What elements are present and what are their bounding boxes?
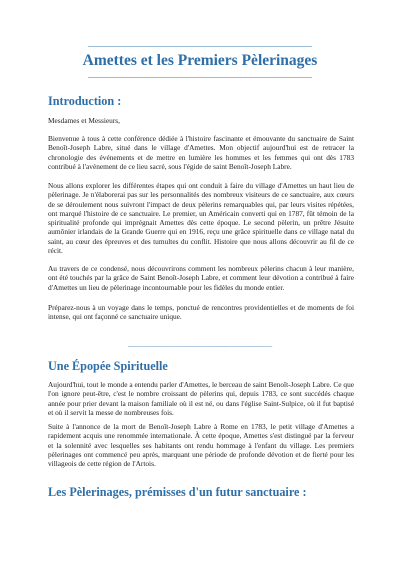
- intro-paragraph-3: Nous allons explorer les différentes étapes qui ont conduit à faire du village d'Amettes un haut lieu de pèlerinage. Je n'élaborerai pas sur les personnalités des nombreux visiteurs de ce sanctuaire, aux cœurs de se déroulement nous suivront l'impact de deux pèlerins remarquables qui, par leurs visites répétées, ont marqué l'histoire de ce sanctuaire. Le premier, un Américain converti qui en 1787, fût témoin de la spiritualité profonde qui imprégnait Amettes dès cette époque. Le second pèlerin, un prêtre Jésuite aumônier irlandais de la Grande Guerre qui en 1916, reçu une grâce spirituelle dans ce village natal du saint, au cœur des épreuves et des tumultes du conflit. Histoire que nous allons découvrir au fil de ce récit.: [48, 181, 354, 256]
- epopee-paragraph-2: Suite à l'annonce de la mort de Benoît-Joseph Labre à Rome en 1783, le petit village d'Amettes a rapidement acquis une renommée internationale. À cette époque, Amettes s'est distingué par la ferveur et la solennité avec lesquelles ses habitants ont rendu hommage à l'enfant du village. Les premiers pèlerinages ont commencé peu après, marquant une période de profonde dévotion et de fierté pour les villageois de cette région de l'Artois.: [48, 422, 354, 469]
- section-heading-pelerinages: Les Pèlerinages, prémisses d'un futur sanctuaire :: [48, 485, 307, 499]
- section-separator: -----------------------------------------------------------------------: [127, 342, 273, 350]
- title-rule-top: [88, 46, 312, 47]
- intro-paragraph-2: Bienvenue à tous à cette conférence dédiée à l'histoire fascinante et émouvante du sanctuaire de Saint Benoît-Joseph Labre, situé dans le village d'Amettes. Mon objectif aujourd'hui est de retracer la chronologie des événements et de mettre en lumière les hommes et les femmes qui ont dès 1783 contribué à l'avènement de ce lieu sacré, sous l'égide de saint Benoît-Joseph Labre.: [48, 134, 354, 171]
- section-heading-introduction: Introduction :: [48, 94, 122, 108]
- intro-paragraph-1: Mesdames et Messieurs,: [48, 116, 120, 125]
- epopee-paragraph-1: Aujourd'hui, tout le monde a entendu parler d'Amettes, le berceau de saint Benoît-Joseph Labre. Ce que l'on ignore peut-être, c'est le nombre croissant de pèlerins qui, depuis 1783, ce sont succédés chaque année pour prier devant la maison familiale où il est né, ou dans l'église Saint-Sulpice, où il fut baptisé et où il servit la messe de nombreuses fois.: [48, 380, 354, 417]
- section-heading-epopee: Une Épopée Spirituelle: [48, 359, 168, 373]
- title-rule-bottom: [88, 77, 312, 78]
- intro-paragraph-4: Au travers de ce condensé, nous découvrirons comment les nombreux pèlerins chacun à leur manière, ont été touchés par la grâce de Saint Benoît-Joseph Labre, et comment leur dévotion a contribué à faire d'Amettes un lieu de pèlerinage incontournable pour les fidèles du monde entier.: [48, 264, 354, 292]
- document-title: Amettes et les Premiers Pèlerinages: [82, 52, 318, 69]
- intro-paragraph-5: Préparez-nous à un voyage dans le temps, ponctué de rencontres providentielles et de moments de foi intense, qui ont façonné ce sanctuaire unique.: [48, 303, 354, 322]
